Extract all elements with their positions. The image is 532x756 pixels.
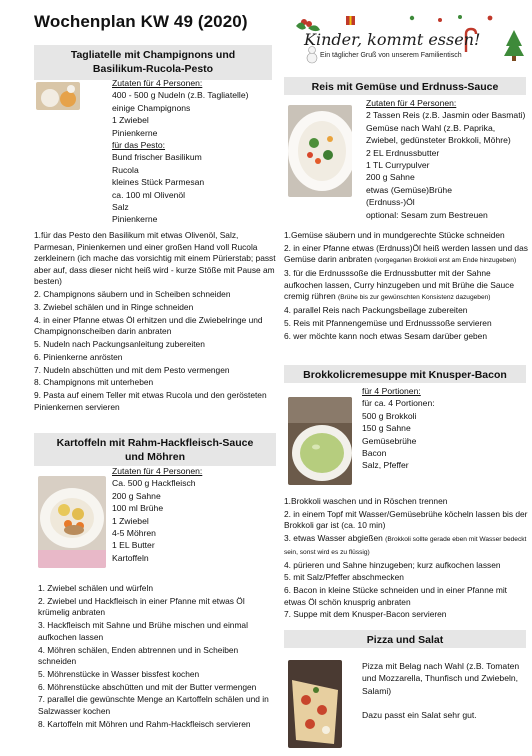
ingredients-heading: Zutaten für 4 Personen:	[366, 98, 457, 108]
kartoffeln-title-1: Kartoffeln mit Rahm-Hackfleisch-Sauce	[56, 437, 254, 449]
brokkoli-steps	[284, 496, 528, 622]
ingredient-item: optional: Sesam zum Bestreuen	[366, 209, 488, 220]
kartoffeln-header	[34, 433, 276, 466]
stars-icon	[410, 15, 493, 22]
pizza-photo	[288, 660, 342, 748]
ingredient-item: Gemüse nach Wahl (z.B. Paprika, Zwiebel, gedünsteter Brokkoli, Möhre)	[366, 122, 511, 146]
reis-ingredients	[366, 97, 526, 221]
ingredient-item: kleines Stück Parmesan	[112, 177, 205, 188]
pizza-header	[284, 630, 526, 648]
step-item	[284, 533, 528, 558]
step-item: 2. Zwiebel und Hackfleisch in einer Pfanne mit etwas Öl krümelig anbraten	[38, 595, 245, 618]
step-item: 3. Hackfleisch mit Sahne und Brühe mischen und einmal aufkochen lassen	[38, 620, 248, 642]
ingredients-heading: für 4 Portionen:	[362, 386, 421, 396]
ingredient-item: 1 Zwiebel	[112, 115, 149, 126]
step-item: 5. Nudeln nach Packungsanleitung zubereiten	[34, 339, 205, 350]
gift-icon	[346, 16, 355, 25]
step-item: 2. in einem Topf mit Wasser/Gemüsebrühe köcheln lassen bis der Brokkoli gar ist (ca. 10 min)	[284, 508, 528, 531]
ingredient-item: Salz	[112, 202, 129, 213]
pizza-description	[362, 660, 522, 722]
reis-steps	[284, 230, 528, 343]
step-item: 2. Champignons säubern und in Scheiben schneiden	[34, 289, 231, 300]
reis-photo	[288, 105, 352, 197]
ingredient-item: Ca. 500 g Hackfleisch	[112, 478, 196, 489]
tagliatelle-title-1: Tagliatelle mit Champignons und	[70, 49, 236, 61]
step-item: 7. Nudeln abschütten und mit dem Pesto vermengen	[34, 364, 230, 375]
step-note: (Brokkoli sollte gerade eben mit Wasser bedeckt sein, sonst wird es zu flüssig)	[284, 536, 527, 556]
ingredient-item: ca. 100 ml Olivenöl	[112, 189, 186, 200]
step-note: (vorgegarten Brokkoli erst am Ende hinzugeben)	[374, 257, 517, 265]
brokkoli-ingredients	[362, 385, 522, 472]
kartoffeln-title-2: und Möhren	[124, 451, 186, 463]
step-item: 9. Pasta auf einem Teller mit etwas Rucola und den gerösteten Pinienkernen servieren	[34, 390, 267, 412]
christmas-tree-icon	[504, 30, 524, 61]
page-title: Wochenplan KW 49 (2020)	[34, 12, 248, 31]
pizza-text-1: Pizza mit Belag nach Wahl (z.B. Tomaten und Mozzarella, Thunfisch und Zwiebeln, Salami)	[362, 661, 520, 696]
tagliatelle-steps	[34, 230, 276, 415]
step-item: 1. Zwiebel schälen und würfeln	[38, 583, 153, 593]
pesto-heading: für das Pesto:	[112, 140, 166, 151]
ingredient-item: 200 g Sahne	[366, 172, 415, 183]
pizza-text-2: Dazu passt ein Salat sehr gut.	[362, 710, 477, 721]
ingredient-item: Pinienkerne	[112, 127, 158, 138]
step-note: (Brühe bis zur gewünschten Konsistenz dazugeben)	[338, 294, 491, 302]
step-item: 5. Möhrenstücke in Wasser bissfest kochen	[38, 668, 200, 679]
ingredient-item: für ca. 4 Portionen:	[362, 398, 435, 409]
step-item: 5. mit Salz/Pfeffer abschmecken	[284, 572, 404, 583]
ingredient-item: 1 Zwiebel	[112, 515, 149, 526]
garlic-onion-image	[36, 82, 80, 110]
ingredient-item: 400 - 500 g Nudeln (z.B. Tagliatelle)	[112, 90, 249, 101]
ingredient-item: 4-5 Möhren	[112, 528, 156, 539]
kartoffeln-image	[38, 476, 106, 568]
step-item: 1.Brokkoli waschen und in Röschen trennen	[284, 496, 448, 506]
pizza-title: Pizza und Salat	[366, 634, 444, 646]
garlic-onion-photo	[36, 82, 80, 110]
step-item: 4. parallel Reis nach Packungsbeilage zubereiten	[284, 305, 468, 316]
step-text: 3. für die Erdnusssoße die Erdnussbutter mit der Sahne aufkochen lassen, Curry hinzugeben und mit Brühe die Sauce cremig rühren	[284, 268, 514, 302]
step-item: 4. pürieren und Sahne hinzugeben; kurz aufkochen lassen	[284, 559, 501, 570]
ingredient-item: 150 g Sahne	[362, 423, 411, 434]
logo-tagline: Ein täglicher Gruß von unserem Familientisch	[320, 52, 462, 59]
step-item: 3. Zwiebel schälen und in Ringe schneiden	[34, 301, 194, 312]
step-item: 6. wer möchte kann noch etwas Sesam darüber geben	[284, 330, 487, 341]
ingredient-item: Bund frischer Basilikum	[112, 152, 202, 163]
step-item: 4. in einer Pfanne etwas Öl erhitzen und die Zwiebelringe und Champignonscheiben darin anbraten	[34, 314, 263, 337]
ingredient-item: einige Champignons	[112, 102, 191, 113]
brokkoli-photo	[288, 397, 352, 485]
pizza-image	[288, 660, 342, 748]
ingredient-item: Rucola	[112, 164, 139, 175]
reis-image	[288, 105, 352, 197]
ingredient-item: 200 g Sahne	[112, 490, 161, 501]
kartoffeln-photo	[38, 476, 106, 568]
ingredient-item: etwas (Gemüse)Brühe	[366, 184, 452, 195]
step-text: 3. etwas Wasser abgießen	[284, 533, 383, 544]
tagliatelle-header	[34, 45, 272, 80]
brokkoli-title: Brokkolicremesuppe mit Knusper-Bacon	[303, 369, 507, 381]
kartoffeln-ingredients	[112, 465, 272, 564]
step-item: 1.Gemüse säubern und in mundgerechte Stücke schneiden	[284, 230, 505, 240]
tagliatelle-ingredients	[112, 77, 272, 226]
ingredients-heading: Zutaten für 4 Personen:	[112, 78, 203, 88]
ingredient-item: 500 g Brokkoli	[362, 410, 417, 421]
step-item: 1.für das Pesto den Basilikum mit etwas Olivenöl, Salz, Parmesan, Pinienkernen und einer großen Hand voll Rucola zerkleinern (ich mache das vorsichtig mit einem Pürierstab; passt aber auf, dass dieser nicht heiß wird - kurze Stöße mit Pause am besten)	[34, 230, 276, 287]
step-item: 7. Suppe mit dem Knusper-Bacon servieren	[284, 609, 447, 620]
step-item: 4. Möhren schälen, Enden abtrennen und in Scheiben schneiden	[38, 644, 239, 667]
ingredient-item: 2 Tassen Reis (z.B. Jasmin oder Basmati)	[366, 110, 526, 121]
ingredient-item: 2 EL Erdnussbutter	[366, 147, 440, 158]
reis-header	[284, 77, 526, 95]
step-item: 7. parallel die gewünschte Menge an Kartoffeln schälen und in Salzwasser kochen	[38, 694, 269, 717]
step-text: 2. in einer Pfanne etwas (Erdnuss)Öl heiß werden lassen und das Gemüse darin anbraten	[284, 242, 528, 265]
ingredient-item: Salz, Pfeffer	[362, 460, 409, 471]
logo-brand-text: Kinder, kommt essen!	[304, 30, 481, 49]
step-item: 8. Kartoffeln mit Möhren und Rahm-Hackfleisch servieren	[38, 718, 251, 729]
ingredient-item: Bacon	[362, 448, 387, 459]
site-logo	[290, 12, 526, 72]
step-item: 6. Bacon in kleine Stücke schneiden und in einer Pfanne mit etwas Öl schön knusprig anbraten	[284, 585, 508, 607]
ingredients-heading: Zutaten für 4 Personen:	[112, 466, 203, 476]
step-item: 6. Pinienkerne anrösten	[34, 351, 123, 362]
step-item: 5. Reis mit Pfannengemüse und Erdnusssoße servieren	[284, 317, 492, 328]
ingredient-item: 100 ml Brühe	[112, 503, 164, 514]
reis-title: Reis mit Gemüse und Erdnuss-Sauce	[311, 81, 499, 93]
brokkoli-header	[284, 365, 526, 383]
ingredient-item: Pinienkerne	[112, 214, 158, 225]
tagliatelle-title-2: Basilikum-Rucola-Pesto	[92, 63, 214, 75]
ingredient-item: 1 TL Currypulver	[366, 160, 430, 171]
ingredient-item: 1 EL Butter	[112, 540, 155, 551]
step-item: 8. Champignons mit unterheben	[34, 377, 154, 388]
brokkoli-image	[288, 397, 352, 485]
ingredient-item: Gemüsebrühe	[362, 435, 417, 446]
step-item	[284, 268, 528, 304]
ingredient-item: (Erdnuss-)Öl	[366, 197, 415, 208]
step-item	[284, 243, 528, 267]
kartoffeln-steps	[38, 583, 276, 732]
step-item: 6. Möhrenstücke abschütten und mit der Butter vermengen	[38, 681, 257, 692]
ingredient-item: Kartoffeln	[112, 552, 149, 563]
